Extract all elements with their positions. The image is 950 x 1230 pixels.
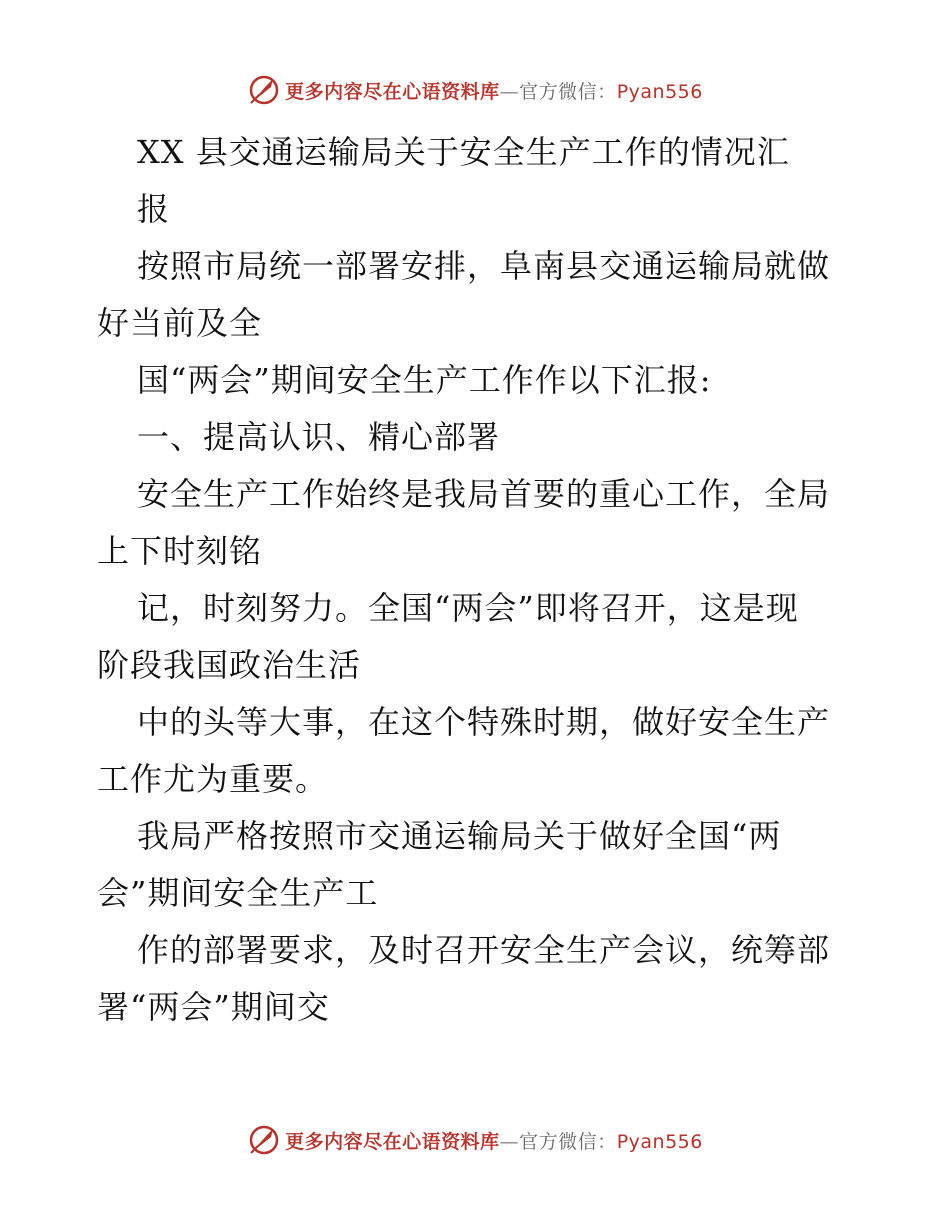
paragraph-line: 安全生产工作始终是我局首要的重心工作，全局 bbox=[137, 475, 831, 513]
feather-pen-logo-icon bbox=[247, 73, 281, 107]
paragraph-line: 我局严格按照市交通运输局关于做好全国“两 bbox=[137, 817, 782, 855]
header-banner bbox=[0, 70, 950, 110]
document-body bbox=[97, 124, 857, 1036]
paragraph-line: 记，时刻努力。全国“两会”即将召开，这是现 bbox=[137, 589, 799, 627]
doc-title-line-1: XX 县交通运输局关于安全生产工作的情况汇 bbox=[137, 133, 790, 171]
paragraph-line: 按照市局统一部署安排，阜南县交通运输局就做 bbox=[137, 247, 831, 285]
footer-banner bbox=[0, 1120, 950, 1160]
paragraph-line: 国“两会”期间安全生产工作作以下汇报: bbox=[137, 361, 712, 399]
banner-text bbox=[285, 1127, 703, 1154]
banner-site-name: 更多内容尽在心语资料库 bbox=[285, 80, 500, 103]
paragraph-line: 上下时刻铭 bbox=[97, 532, 263, 570]
banner-dash: — bbox=[499, 80, 520, 103]
doc-title-line-2: 报 bbox=[137, 190, 171, 228]
banner-wechat-id: Pyan556 bbox=[616, 80, 703, 103]
paragraph-line: 阶段我国政治生活 bbox=[97, 646, 362, 684]
paragraph-line: 工作尤为重要。 bbox=[97, 760, 329, 798]
banner-site-name: 更多内容尽在心语资料库 bbox=[285, 1130, 500, 1153]
banner-wechat-label: 官方微信： bbox=[519, 80, 617, 103]
banner-wechat-id: Pyan556 bbox=[616, 1130, 703, 1153]
paragraph-line: 会”期间安全生产工 bbox=[97, 874, 379, 912]
paragraph-line: 中的头等大事，在这个特殊时期，做好安全生产 bbox=[137, 703, 831, 741]
banner-text bbox=[285, 77, 703, 104]
section-heading: 一、提高认识、精心部署 bbox=[137, 418, 501, 456]
paragraph-line: 好当前及全 bbox=[97, 304, 263, 342]
feather-pen-logo-icon bbox=[247, 1123, 281, 1157]
banner-wechat-label: 官方微信： bbox=[519, 1130, 617, 1153]
paragraph-line: 署“两会”期间交 bbox=[97, 988, 330, 1026]
banner-dash: — bbox=[499, 1130, 520, 1153]
paragraph-line: 作的部署要求，及时召开安全生产会议，统筹部 bbox=[137, 931, 831, 969]
